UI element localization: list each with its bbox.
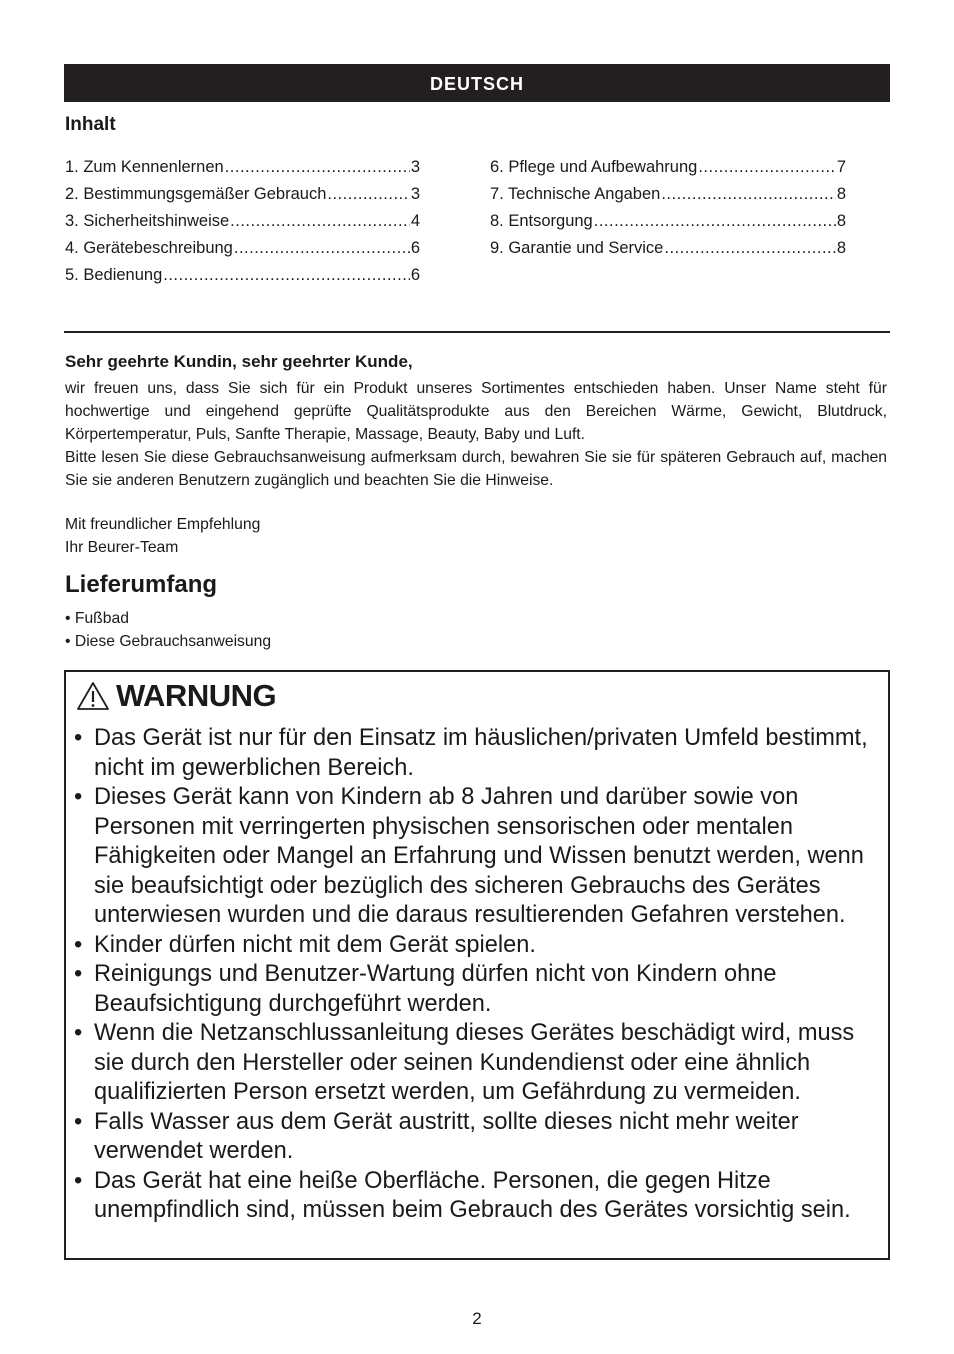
toc-entry-label: 8. Entsorgung bbox=[490, 212, 593, 230]
toc-entry-page: 6 bbox=[410, 266, 420, 284]
warning-item: • Kinder dürfen nicht mit dem Gerät spielen. bbox=[74, 931, 880, 961]
toc-entry-label: 5. Bedienung bbox=[65, 266, 163, 284]
scope-item: • Fußbad bbox=[65, 610, 129, 627]
scope-item: • Diese Gebrauchsanweisung bbox=[65, 633, 272, 650]
toc-leader-dots bbox=[230, 212, 410, 231]
greeting-paragraph: Bitte lesen Sie diese Gebrauchsanweisung aufmerksam durch, bewahren Sie sie für späteren Gebrauch auf, machen Sie sie anderen Benutzern zugänglich und beachten Sie die Hinweise. bbox=[65, 449, 887, 489]
greeting-signature: Ihr Beurer-Team bbox=[65, 539, 179, 556]
warning-item: • Reinigungs und Benutzer-Wartung dürfen nicht von Kindern ohne Beaufsichtigung durchgeführt werden. bbox=[74, 960, 880, 1019]
toc-entry-page: 7 bbox=[836, 158, 846, 176]
greeting-signoff bbox=[65, 513, 260, 559]
toc-entry-page: 8 bbox=[836, 239, 846, 257]
toc-leader-dots bbox=[327, 185, 409, 204]
toc-entry-page: 6 bbox=[410, 239, 420, 257]
toc-entry[interactable] bbox=[65, 158, 420, 185]
toc-entry-label: 9. Garantie und Service bbox=[490, 239, 664, 257]
toc-title: Inhalt bbox=[65, 114, 116, 135]
warning-item: • Das Gerät ist nur für den Einsatz im häuslichen/privaten Umfeld bestimmt, nicht im gewerblichen Bereich. bbox=[74, 724, 880, 783]
scope-item-text: Fußbad bbox=[74, 610, 129, 627]
warning-item-text: Wenn die Netzanschlussanleitung dieses Gerätes beschädigt wird, muss sie durch den Hersteller oder seinen Kundendienst oder eine ähnlich qualifizierten Person ersetzt werden, um Gefährdung zu vermeiden. bbox=[94, 1020, 855, 1105]
toc-entry-page: 3 bbox=[410, 185, 420, 203]
toc-entry-page: 3 bbox=[410, 158, 420, 176]
warning-item: • Dieses Gerät kann von Kindern ab 8 Jahren und darüber sowie von Personen mit verringerten physischen sensorischen oder mentalen Fähigkeiten oder Mangel an Erfahrung und Wissen benutzt werden, wenn sie beaufsichtigt oder bezüglich des sicheren Gebrauchs des Gerätes unterwiesen wurden und die daraus resultierenden Gefahren verstehen. bbox=[74, 783, 880, 931]
warning-triangle-icon bbox=[76, 681, 110, 711]
greeting-closing: Mit freundlicher Empfehlung bbox=[65, 516, 261, 533]
scope-list bbox=[65, 607, 271, 653]
warning-item: • Falls Wasser aus dem Gerät austritt, sollte dieses nicht mehr weiter verwendet werden. bbox=[74, 1108, 880, 1167]
toc-leader-dots bbox=[698, 158, 835, 177]
warning-box bbox=[64, 670, 890, 1260]
toc-leader-dots bbox=[163, 266, 410, 285]
toc-entry[interactable] bbox=[490, 185, 846, 212]
page-number: 2 bbox=[472, 1309, 482, 1328]
toc-entry[interactable] bbox=[490, 239, 846, 266]
section-divider bbox=[64, 331, 890, 333]
warning-title: WARNUNG bbox=[116, 678, 277, 713]
toc-entry[interactable] bbox=[65, 212, 420, 239]
warning-heading bbox=[76, 678, 276, 714]
toc-leader-dots bbox=[661, 185, 835, 204]
warning-item-text: Falls Wasser aus dem Gerät austritt, sollte dieses nicht mehr weiter verwendet werden. bbox=[94, 1108, 799, 1164]
toc-leader-dots bbox=[234, 239, 410, 258]
toc-leader-dots bbox=[664, 239, 835, 258]
toc-entry[interactable] bbox=[490, 212, 846, 239]
toc-entry[interactable] bbox=[65, 239, 420, 266]
toc-leader-dots bbox=[225, 158, 410, 177]
greeting-body bbox=[65, 377, 887, 492]
warning-item-text: Dieses Gerät kann von Kindern ab 8 Jahren und darüber sowie von Personen mit verringerten physischen sensorischen oder mentalen Fähigkeiten oder Mangel an Erfahrung und Wissen benutzt werden, wenn sie beaufsichtigt oder bezüglich des sicheren Gebrauchs des Gerätes unterwiesen wurden und die daraus resultierenden Gefahren verstehen. bbox=[94, 784, 864, 928]
greeting-heading: Sehr geehrte Kundin, sehr geehrter Kunde, bbox=[65, 352, 413, 371]
toc-entry-page: 8 bbox=[836, 212, 846, 230]
toc-entry-label: 4. Gerätebeschreibung bbox=[65, 239, 233, 257]
scope-heading: Lieferumfang bbox=[65, 571, 218, 598]
warning-item-text: Das Gerät ist nur für den Einsatz im häuslichen/privaten Umfeld bestimmt, nicht im gewerblichen Bereich. bbox=[94, 725, 868, 781]
toc-entry-label: 6. Pflege und Aufbewahrung bbox=[490, 158, 698, 176]
greeting-paragraph: wir freuen uns, dass Sie sich für ein Produkt unseres Sortimentes entschieden haben. Unser Name steht für hochwertige und eingehend geprüfte Qualitätsprodukte aus den Bereichen Wärme, Gewicht, Blutdruck, Körpertemperatur, Puls, Sanfte Therapie, Massage, Beauty, Baby und Luft. bbox=[65, 380, 887, 443]
toc-entry-label: 1. Zum Kennenlernen bbox=[65, 158, 224, 176]
toc-leader-dots bbox=[594, 212, 836, 231]
toc-entry-page: 8 bbox=[836, 185, 846, 203]
toc-entry-label: 7. Technische Angaben bbox=[490, 185, 661, 203]
language-header-bar: DEUTSCH bbox=[64, 64, 890, 102]
scope-item-text: Diese Gebrauchsanweisung bbox=[74, 633, 272, 650]
warning-item-text: Reinigungs und Benutzer-Wartung dürfen nicht von Kindern ohne Beaufsichtigung durchgeführt werden. bbox=[94, 961, 777, 1017]
toc-entry-label: 2. Bestimmungsgemäßer Gebrauch bbox=[65, 185, 327, 203]
toc-entry-page: 4 bbox=[410, 212, 420, 230]
toc-entry-label: 3. Sicherheitshinweise bbox=[65, 212, 230, 230]
toc-entry[interactable] bbox=[65, 266, 420, 293]
warning-list bbox=[74, 724, 880, 1226]
warning-item: • Das Gerät hat eine heiße Oberfläche. Personen, die gegen Hitze unempfindlich sind, müssen beim Gebrauch des Gerätes vorsichtig sein. bbox=[74, 1167, 880, 1226]
toc-column-right bbox=[490, 158, 846, 266]
warning-item: • Wenn die Netzanschlussanleitung dieses Gerätes beschädigt wird, muss sie durch den Hersteller oder seinen Kundendienst oder eine ähnlich qualifizierten Person ersetzt werden, um Gefährdung zu vermeiden. bbox=[74, 1019, 880, 1108]
warning-item-text: Das Gerät hat eine heiße Oberfläche. Personen, die gegen Hitze unempfindlich sind, müssen beim Gebrauch des Gerätes vorsichtig sein. bbox=[94, 1167, 851, 1223]
warning-item-text: Kinder dürfen nicht mit dem Gerät spielen. bbox=[94, 931, 536, 958]
toc-entry[interactable] bbox=[65, 185, 420, 212]
toc-entry[interactable] bbox=[490, 158, 846, 185]
toc-column-left bbox=[65, 158, 420, 293]
